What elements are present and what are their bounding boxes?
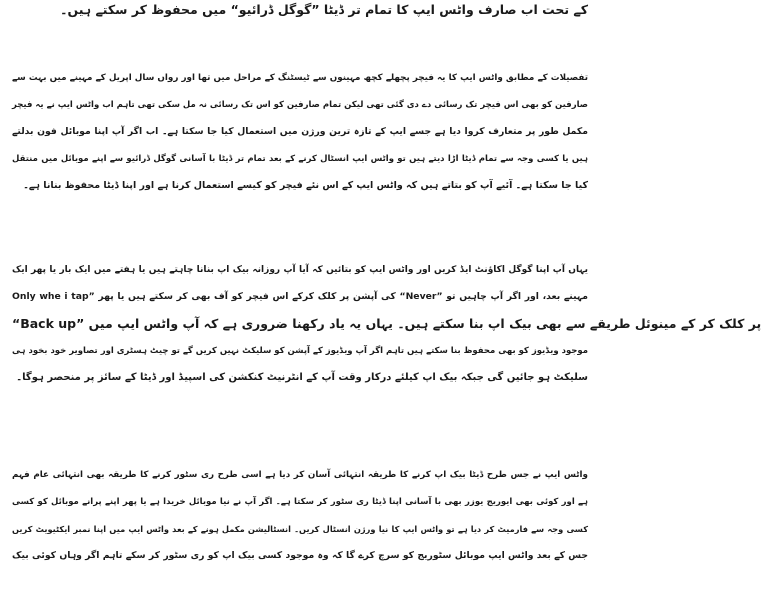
paragraph-line: جس کے بعد واٹس ایپ موبائل سٹوریج کو سرچ کرے گا کہ وہ موجود کسی بیک اپ کو ری سٹور کر سکے تاہم اگر وہاں کوئی بیک bbox=[12, 550, 588, 561]
paragraph-line: سلیکٹ ہو جائیں گی جبکہ بیک اپ کیلئے درکار وقت آپ کے انٹرنیٹ کنکشن کی اسپیڈ اور ڈیٹا کے سائز پر منحصر ہوگا۔ bbox=[16, 372, 588, 383]
paragraph-line: واٹس ایپ نے جس طرح ڈیٹا بیک اپ کرنے کا طریقہ انتہائی آسان کر دیا ہے اسی طرح ری سٹور کرنے کا طریقہ بھی انتہائی عام فہم bbox=[12, 470, 588, 480]
paragraph-line: مہینے بعد، اور اگر آپ چاہیں تو ”Never“ کی آپشن پر کلک کرکے اس فیچر کو آف بھی کر سکتے ہیں یا پھر ”Only whe i tap bbox=[12, 291, 588, 302]
paragraph-line: کے تحت اب صارف واٹس ایپ کا تمام تر ڈیٹا ”گوگل ڈرائیو“ میں محفوظ کر سکتے ہیں۔ bbox=[60, 2, 588, 17]
paragraph-line: صارفین کو بھی اس فیچر تک رسائی دے دی گئی تھی لیکن تمام صارفین کو اس تک رسائی نہ مل سکی تھی تاہم اب واٹس ایپ نے یہ فیچر bbox=[12, 100, 588, 110]
paragraph-line: موجود ویڈیوز کو بھی محفوظ بنا سکتے ہیں تاہم اگر آپ ویڈیوز کے آپشن کو سلیکٹ نہیں کریں گے تو چیٹ ہسٹری اور تصاویر خود بخود ہی bbox=[11, 346, 588, 356]
paragraph-line: کسی وجہ سے فارمیٹ کر دیا ہے تو واٹس ایپ کا نیا ورژن انسٹال کریں۔ انسٹالیشن مکمل ہونے کے بعد واٹس ایپ میں اپنا نمبر ایکٹیویٹ کریں bbox=[12, 524, 588, 534]
paragraph-line: ہے اور کوئی بھی ایوریج یوزر بھی با آسانی اپنا ڈیٹا ری سٹور کر سکتا ہے۔ اگر آپ نے نیا موبائل خریدا ہے یا پھر اپنے پرانے موبائل کو کسی bbox=[12, 497, 588, 507]
paragraph-line: “Back up” پر کلک کر کے مینوئل طریقے سے بھی بیک اپ بنا سکتے ہیں۔ یہاں یہ یاد رکھنا ضروری ہے کہ آپ واٹس ایپ میں bbox=[12, 316, 761, 331]
paragraph-line: کیا جا سکتا ہے۔ آئیے آپ کو بتاتے ہیں کہ واٹس ایپ کے اس نئے فیچر کو کیسے استعمال کرنا ہے اور اپنا ڈیٹا محفوظ بنانا ہے۔ bbox=[23, 180, 588, 191]
paragraph-line: یہاں آپ اپنا گوگل اکاؤنٹ ایڈ کریں اور واٹس ایپ کو بتائیں کہ آیا آپ روزانہ بیک اپ بنانا چاہتے ہیں یا ہفتے میں ایک بار یا پھر ایک bbox=[12, 265, 588, 275]
paragraph-line: ہیں یا کسی وجہ سے تمام ڈیٹا اڑا دیتے ہیں تو واٹس ایپ انسٹال کرنے کے بعد تمام تر ڈیٹا با آسانی گوگل ڈرائیو سے اپنے موبائل میں منتقل bbox=[12, 154, 588, 164]
paragraph-line: مکمل طور پر متعارف کروا دیا ہے جسے ایپ کے تازہ ترین ورژن میں استعمال کیا جا سکتا ہے۔ اب اگر آپ اپنا موبائل فون بدلتے bbox=[12, 126, 588, 137]
paragraph-line: تفصیلات کے مطابق واٹس ایپ کا یہ فیچر پچھلے کچھ مہینوں سے ٹیسٹنگ کے مراحل میں تھا اور رواں سال اپریل کے مہینے میں بہت سے bbox=[12, 73, 588, 83]
